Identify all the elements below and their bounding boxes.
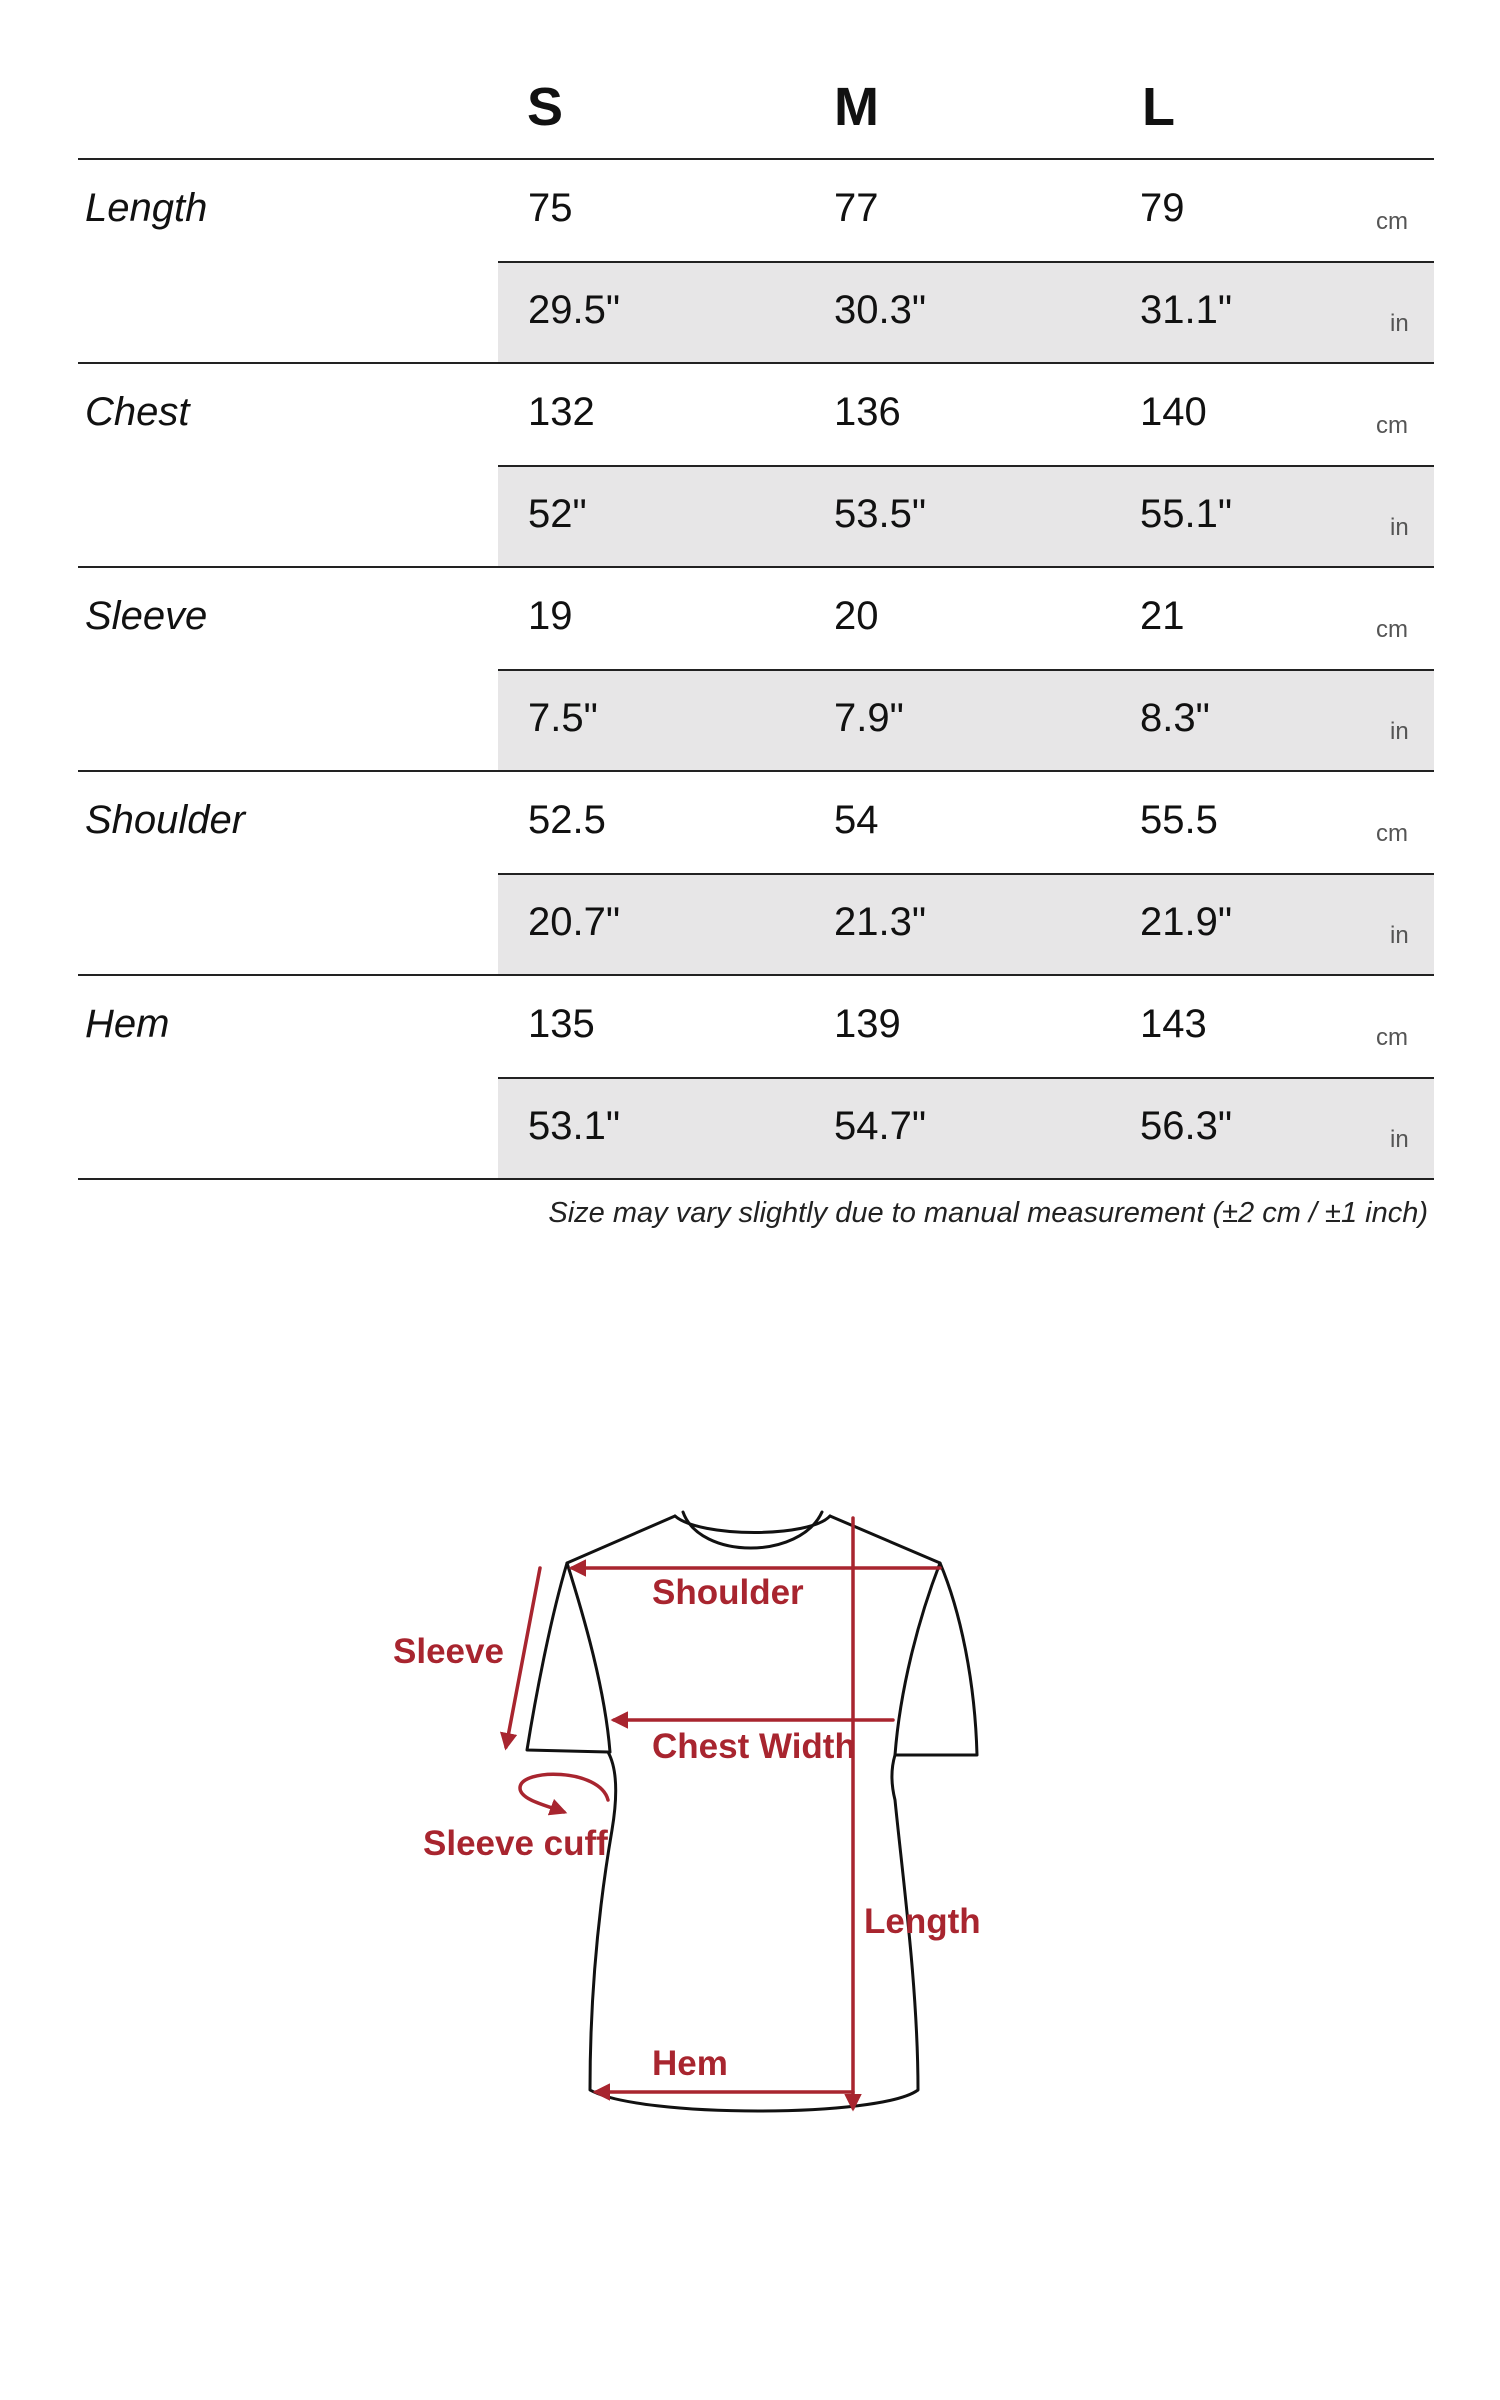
cell-shoulder-cm-s: 52.5 <box>528 798 606 842</box>
size-header-s: S <box>527 77 564 137</box>
label-hem: Hem <box>652 2044 728 2083</box>
unit-in: in <box>1390 922 1409 949</box>
row-label-chest: Chest <box>85 390 190 434</box>
sleeve-cuff-arrow <box>520 1774 608 1812</box>
cell-chest-in-l: 55.1" <box>1140 492 1233 536</box>
measurement-footnote: Size may vary slightly due to manual measurement (±2 cm / ±1 inch) <box>548 1197 1428 1229</box>
tshirt-measurement-diagram <box>0 1440 1500 2160</box>
row-chest-in-band <box>498 466 1434 567</box>
cell-sleeve-cm-l: 21 <box>1140 594 1185 638</box>
unit-cm: cm <box>1376 616 1408 643</box>
cell-length-cm-s: 75 <box>528 186 573 230</box>
unit-in: in <box>1390 1126 1409 1153</box>
cell-hem-in-l: 56.3" <box>1140 1104 1233 1148</box>
unit-cm: cm <box>1376 208 1408 235</box>
label-chest-width: Chest Width <box>652 1727 856 1766</box>
cell-hem-in-s: 53.1" <box>528 1104 621 1148</box>
unit-cm: cm <box>1376 1024 1408 1051</box>
cell-sleeve-in-l: 8.3" <box>1140 696 1210 740</box>
bottom-rule <box>78 1178 1434 1180</box>
group-rule <box>78 974 1434 976</box>
size-header-l: L <box>1142 77 1175 137</box>
unit-cm: cm <box>1376 820 1408 847</box>
unit-in: in <box>1390 310 1409 337</box>
cell-chest-in-s: 52" <box>528 492 587 536</box>
cell-hem-cm-l: 143 <box>1140 1002 1207 1046</box>
header-rule <box>78 158 1434 160</box>
row-label-hem: Hem <box>85 1002 170 1046</box>
cell-length-cm-l: 79 <box>1140 186 1185 230</box>
cell-hem-cm-m: 139 <box>834 1002 901 1046</box>
group-rule <box>78 770 1434 772</box>
row-divider <box>498 873 1434 875</box>
cell-chest-cm-s: 132 <box>528 390 595 434</box>
row-label-length: Length <box>85 186 208 230</box>
label-length: Length <box>864 1902 981 1941</box>
row-label-sleeve: Sleeve <box>85 594 208 638</box>
row-divider <box>498 465 1434 467</box>
group-rule <box>78 362 1434 364</box>
cell-sleeve-in-s: 7.5" <box>528 696 598 740</box>
row-divider <box>498 1077 1434 1079</box>
row-length-in-band <box>498 262 1434 363</box>
cell-shoulder-cm-l: 55.5 <box>1140 798 1218 842</box>
cell-hem-in-m: 54.7" <box>834 1104 927 1148</box>
cell-sleeve-in-m: 7.9" <box>834 696 904 740</box>
cell-shoulder-cm-m: 54 <box>834 798 879 842</box>
label-sleeve: Sleeve <box>393 1632 504 1671</box>
unit-in: in <box>1390 514 1409 541</box>
cell-length-cm-m: 77 <box>834 186 879 230</box>
unit-in: in <box>1390 718 1409 745</box>
cell-length-in-l: 31.1" <box>1140 288 1233 332</box>
cell-hem-cm-s: 135 <box>528 1002 595 1046</box>
row-divider <box>498 669 1434 671</box>
cell-shoulder-in-l: 21.9" <box>1140 900 1233 944</box>
row-shoulder-in-band <box>498 874 1434 975</box>
cell-chest-in-m: 53.5" <box>834 492 927 536</box>
cell-length-in-m: 30.3" <box>834 288 927 332</box>
cell-shoulder-in-m: 21.3" <box>834 900 927 944</box>
cell-chest-cm-l: 140 <box>1140 390 1207 434</box>
cell-sleeve-cm-m: 20 <box>834 594 879 638</box>
unit-cm: cm <box>1376 412 1408 439</box>
row-hem-in-band <box>498 1078 1434 1179</box>
cell-chest-cm-m: 136 <box>834 390 901 434</box>
sleeve-arrow <box>506 1568 540 1747</box>
cell-sleeve-cm-s: 19 <box>528 594 573 638</box>
row-sleeve-in-band <box>498 670 1434 771</box>
size-header-m: M <box>834 77 879 137</box>
cell-shoulder-in-s: 20.7" <box>528 900 621 944</box>
cell-length-in-s: 29.5" <box>528 288 621 332</box>
row-divider <box>498 261 1434 263</box>
label-sleeve-cuff: Sleeve cuff <box>423 1824 608 1863</box>
row-label-shoulder: Shoulder <box>85 798 246 842</box>
label-shoulder: Shoulder <box>652 1573 804 1612</box>
group-rule <box>78 566 1434 568</box>
